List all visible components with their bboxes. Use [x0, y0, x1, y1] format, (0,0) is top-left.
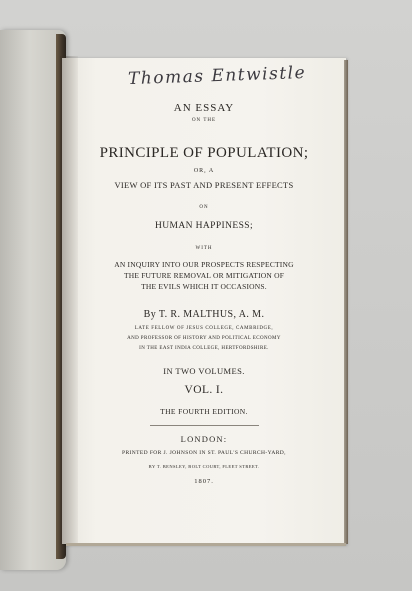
- title-line-essay: AN ESSAY: [173, 102, 235, 114]
- author-line: By T. R. MALTHUS, A. M.: [143, 309, 265, 320]
- main-title: PRINCIPLE OF POPULATION;: [99, 145, 309, 161]
- handwritten-signature: Thomas Entwistle: [127, 62, 307, 90]
- subtitle-line-inquiry-1: AN INQUIRY INTO OUR PROSPECTS RESPECTING: [114, 260, 294, 269]
- title-page: [62, 58, 346, 544]
- title-line-on-the: ON THE: [191, 118, 217, 123]
- title-line-on: ON: [199, 205, 209, 210]
- author-credential-2: AND PROFESSOR OF HISTORY AND POLITICAL ECONOMY: [127, 336, 281, 341]
- imprint-publisher: PRINTED FOR J. JOHNSON IN ST. PAUL'S CHURCH-YARD,: [122, 450, 286, 456]
- author-credential-3: IN THE EAST INDIA COLLEGE, HERTFORDSHIRE.: [139, 346, 269, 351]
- divider-rule: [150, 425, 259, 426]
- subtitle-line-inquiry-2: THE FUTURE REMOVAL OR MITIGATION OF: [123, 271, 285, 280]
- volumes-line: IN TWO VOLUMES.: [163, 366, 245, 376]
- title-line-or: OR, A: [193, 168, 215, 174]
- imprint-year: 1807.: [194, 478, 214, 485]
- subtitle-line-inquiry-3: THE EVILS WHICH IT OCCASIONS.: [141, 282, 267, 291]
- imprint-place: LONDON:: [180, 434, 228, 444]
- subtitle-line-view: VIEW OF ITS PAST AND PRESENT EFFECTS: [114, 180, 294, 190]
- volume-number: VOL. I.: [184, 384, 224, 396]
- subtitle-line-happiness: HUMAN HAPPINESS;: [155, 221, 253, 231]
- gutter-shadow: [60, 56, 78, 544]
- author-credential-1: LATE FELLOW OF JESUS COLLEGE, CAMBRIDGE,: [134, 326, 274, 331]
- page-bottom-edge: [66, 543, 346, 546]
- edition-line: THE FOURTH EDITION.: [160, 407, 248, 416]
- page-block-edge: [344, 60, 348, 544]
- title-line-with: WITH: [195, 246, 213, 251]
- imprint-printer: BY T. BENSLEY, BOLT COURT, FLEET STREET.: [148, 464, 260, 469]
